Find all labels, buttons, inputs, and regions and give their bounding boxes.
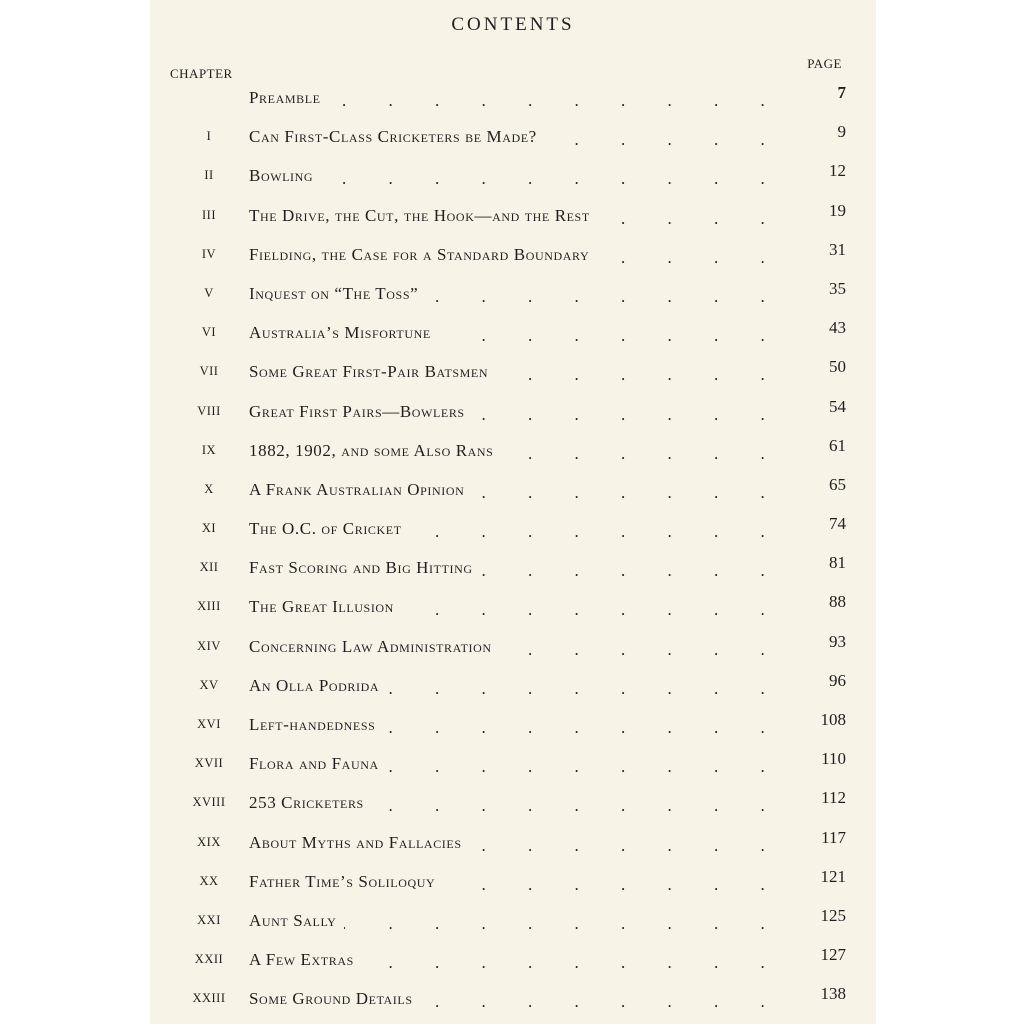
chapter-title [249,793,372,813]
toc-entry [150,783,876,822]
chapter-title [249,323,439,343]
page-number: 74 [829,514,846,534]
page-number: 12 [829,161,846,181]
toc-entry [150,274,876,313]
chapter-number: VII [199,364,219,379]
chapter-number: XX [199,873,219,888]
chapter-title [249,402,473,422]
chapter-title [249,519,410,539]
toc-entry [150,940,876,979]
chapter-title [249,88,329,108]
chapter-title-text: Inquest on “The Toss” [249,284,426,303]
page-number: 50 [829,357,846,377]
chapter-title-text: The Great Illusion [249,597,402,616]
chapter-number: XIII [197,599,221,614]
chapter-title-text: Fast Scoring and Big Hitting [249,558,481,577]
toc-entry [150,862,876,901]
page-number: 93 [829,631,846,651]
toc-entry [150,705,876,744]
toc-entry [150,431,876,470]
toc-entry [150,587,876,626]
page-number: 9 [837,122,846,142]
toc-entry [150,470,876,509]
chapter-title [249,441,501,461]
chapter-number: XVII [194,756,224,771]
chapter-title [249,558,481,578]
chapter-title-text: An Olla Podrida [249,676,387,695]
chapter-number: XI [201,521,217,536]
toc-entry [150,313,876,352]
page-number: 54 [829,396,846,416]
toc-entry [150,979,876,1018]
chapter-title [249,245,597,265]
chapter-title [249,166,321,186]
chapter-number: XV [199,677,219,692]
chapter-title [249,715,383,735]
page-number: 117 [821,827,846,847]
chapter-number: I [206,129,212,144]
toc-entry [150,352,876,391]
toc-entry [150,117,876,156]
chapter-title [249,676,387,696]
chapter-column-header: CHAPTER [170,66,233,81]
chapter-title-text: 253 Cricketers [249,793,372,812]
chapter-title-text: Fielding, the Case for a Standard Boundary [249,245,597,264]
chapter-number: XVIII [192,795,226,810]
chapter-number: XXI [197,912,221,927]
chapter-title [249,362,496,382]
toc-entry [150,744,876,783]
chapter-title-text: Flora and Fauna [249,754,387,773]
chapter-number: VIII [197,403,221,418]
chapter-title-text: Preamble [249,88,329,107]
chapter-number: IV [201,246,217,261]
chapter-title [249,206,598,226]
chapter-number: XXII [194,952,224,967]
chapter-number: VI [201,325,217,340]
chapter-title-text: Can First-Class Cricketers be Made? [249,127,545,146]
chapter-title-text: Great First Pairs—Bowlers [249,402,473,421]
page-column-header: PAGE [807,56,842,71]
chapter-number: II [204,168,214,183]
page-number: 65 [829,474,846,494]
chapter-title [249,872,443,892]
chapter-number: III [202,207,216,222]
chapter-number: IX [201,442,217,457]
book-page [150,0,876,1024]
table-of-contents [150,78,876,1019]
toc-entry [150,156,876,195]
page-number: 108 [820,710,846,729]
chapter-title [249,950,362,970]
page-number: 35 [829,278,846,298]
chapter-title-text: 1882, 1902, and some Also Rans [249,441,501,460]
dot-leader [249,169,806,189]
chapter-title [249,637,500,657]
page-number: 19 [829,200,846,220]
page-number: 96 [829,670,846,690]
toc-entry [150,901,876,940]
chapter-title [249,833,470,853]
page-number: 125 [820,905,846,925]
toc-entry [150,627,876,666]
chapter-number: X [204,481,214,496]
chapter-title-text: A Frank Australian Opinion [249,480,472,499]
chapter-title-text: Bowling [249,166,321,185]
chapter-title [249,284,426,304]
page-number: 7 [837,83,846,102]
chapter-title [249,597,402,617]
chapter-title-text: A Few Extras [249,950,362,969]
toc-entry [150,509,876,548]
chapter-title-text: Some Great First-Pair Batsmen [249,362,496,381]
toc-entry [150,392,876,431]
page-number: 121 [820,866,846,886]
page-number: 88 [829,592,846,612]
page-number: 61 [829,435,846,455]
chapter-number: XIV [197,638,221,653]
toc-entry [150,823,876,862]
chapter-title [249,127,545,147]
chapter-number: XIX [197,834,221,849]
toc-entry [150,666,876,705]
chapter-number: XII [199,560,219,575]
page-title: CONTENTS [451,14,575,35]
chapter-title [249,989,421,1009]
chapter-number: V [204,285,214,300]
toc-entry [150,548,876,587]
page-number: 112 [821,788,846,808]
page-number: 31 [829,239,846,259]
toc-entry [150,235,876,274]
chapter-title-text: Aunt Sally [249,911,344,930]
toc-entry [150,196,876,235]
page-number: 81 [829,553,846,573]
chapter-title [249,754,387,774]
chapter-number: XXIII [192,991,226,1006]
toc-entry [150,78,876,117]
chapter-title [249,911,344,931]
page-number: 43 [829,318,846,338]
chapter-title-text: The O.C. of Cricket [249,519,410,538]
chapter-title-text: Australia’s Misfortune [249,323,439,342]
page-number: 127 [820,945,846,965]
chapter-title-text: Concerning Law Administration [249,637,500,656]
chapter-title-text: Father Time’s Soliloquy [249,872,443,891]
chapter-number: XVI [197,717,221,731]
page-number: 138 [820,984,846,1004]
chapter-title [249,480,472,500]
chapter-title-text: Some Ground Details [249,989,421,1008]
dot-leader [249,91,806,111]
page-number: 110 [821,749,846,769]
chapter-title-text: About Myths and Fallacies [249,833,470,852]
chapter-title-text: The Drive, the Cut, the Hook—and the Rest [249,206,598,225]
chapter-title-text: Left-handedness [249,715,383,734]
